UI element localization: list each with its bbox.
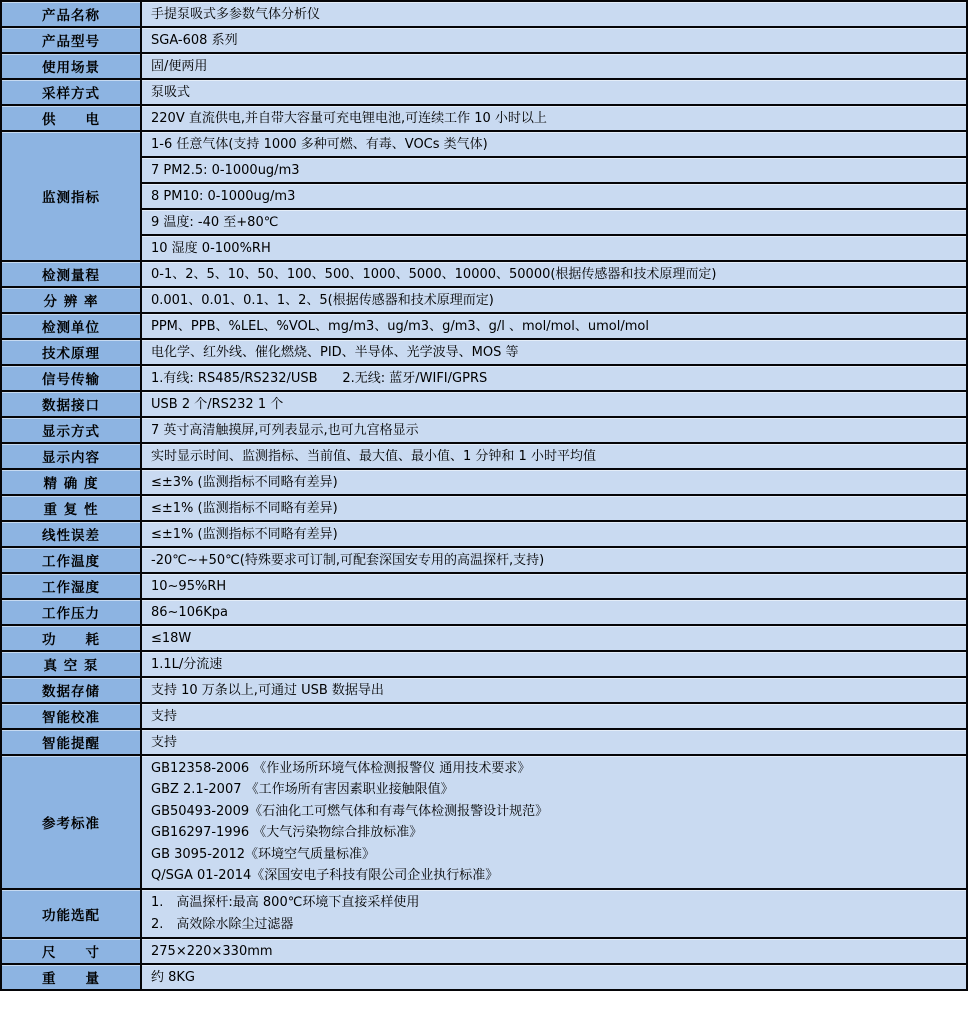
spec-label: 使用场景: [1, 53, 141, 79]
spec-row: [1, 131, 967, 157]
spec-label: 功 耗: [1, 625, 141, 651]
spec-label: 显示内容: [1, 443, 141, 469]
spec-label: 检测量程: [1, 261, 141, 287]
spec-value: 0-1、2、5、10、50、100、500、1000、5000、10000、50000(根据传感器和技术原理而定): [141, 261, 967, 287]
spec-row: [1, 469, 967, 495]
spec-value: PPM、PPB、%LEL、%VOL、mg/m3、ug/m3、g/m3、g/l 、mol/mol、umol/mol: [141, 313, 967, 339]
spec-row: [1, 889, 967, 938]
spec-label: 功能选配: [1, 889, 141, 938]
spec-value-line: GBZ 2.1-2007 《工作场所有害因素职业接触限值》: [151, 782, 454, 798]
spec-label: 产品型号: [1, 27, 141, 53]
spec-value: 220V 直流供电,并自带大容量可充电锂电池,可连续工作 10 小时以上: [141, 105, 967, 131]
spec-row: [1, 625, 967, 651]
spec-row: [1, 235, 967, 261]
spec-value: [141, 755, 967, 889]
spec-row: [1, 339, 967, 365]
spec-value: SGA-608 系列: [141, 27, 967, 53]
spec-value-line: GB 3095-2012《环境空气质量标准》: [151, 846, 375, 862]
spec-value: 电化学、红外线、催化燃烧、PID、半导体、光学波导、MOS 等: [141, 339, 967, 365]
spec-row: [1, 677, 967, 703]
spec-row: [1, 27, 967, 53]
spec-value: 10~95%RH: [141, 573, 967, 599]
spec-label: 重 复 性: [1, 495, 141, 521]
spec-row: [1, 53, 967, 79]
spec-row: [1, 157, 967, 183]
spec-row: [1, 417, 967, 443]
spec-row: [1, 313, 967, 339]
spec-label: 重 量: [1, 964, 141, 990]
spec-row: [1, 105, 967, 131]
spec-value: -20℃~+50℃(特殊要求可订制,可配套深国安专用的高温探杆,支持): [141, 547, 967, 573]
spec-value-line: 2. 高效除水除尘过滤器: [151, 916, 294, 932]
spec-row: [1, 183, 967, 209]
spec-value: ≤18W: [141, 625, 967, 651]
spec-label: 工作压力: [1, 599, 141, 625]
spec-label: 供 电: [1, 105, 141, 131]
spec-row: [1, 755, 967, 889]
spec-label: 检测单位: [1, 313, 141, 339]
spec-value: ≤±1% (监测指标不同略有差异): [141, 495, 967, 521]
spec-value: 7 英寸高清触摸屏,可列表显示,也可九宫格显示: [141, 417, 967, 443]
spec-label: 线性误差: [1, 521, 141, 547]
spec-row: [1, 391, 967, 417]
spec-row: [1, 443, 967, 469]
spec-value: 1-6 任意气体(支持 1000 多种可燃、有毒、VOCs 类气体): [141, 131, 967, 157]
spec-value: 手提泵吸式多参数气体分析仪: [141, 1, 967, 27]
spec-label: 智能校准: [1, 703, 141, 729]
spec-value: 支持 10 万条以上,可通过 USB 数据导出: [141, 677, 967, 703]
spec-value: 泵吸式: [141, 79, 967, 105]
spec-label: 真 空 泵: [1, 651, 141, 677]
spec-value: 固/便两用: [141, 53, 967, 79]
spec-row: [1, 209, 967, 235]
spec-label: 参考标准: [1, 755, 141, 889]
spec-value: USB 2 个/RS232 1 个: [141, 391, 967, 417]
spec-row: [1, 651, 967, 677]
spec-row: [1, 938, 967, 964]
spec-label: 信号传输: [1, 365, 141, 391]
spec-value: 1.有线: RS485/RS232/USB 2.无线: 蓝牙/WIFI/GPRS: [141, 365, 967, 391]
spec-value: [141, 889, 967, 938]
spec-label: 数据存储: [1, 677, 141, 703]
spec-value: 0.001、0.01、0.1、1、2、5(根据传感器和技术原理而定): [141, 287, 967, 313]
spec-value: ≤±3% (监测指标不同略有差异): [141, 469, 967, 495]
spec-value-line: GB12358-2006 《作业场所环境气体检测报警仪 通用技术要求》: [151, 761, 531, 776]
spec-row: [1, 964, 967, 990]
spec-row: [1, 521, 967, 547]
spec-row: [1, 729, 967, 755]
spec-label: 分 辨 率: [1, 287, 141, 313]
spec-label: 精 确 度: [1, 469, 141, 495]
spec-row: [1, 287, 967, 313]
spec-value: 7 PM2.5: 0-1000ug/m3: [141, 157, 967, 183]
spec-value-line: 1. 高温探杆:最高 800℃环境下直接采样使用: [151, 895, 420, 911]
spec-row: [1, 573, 967, 599]
spec-value: 实时显示时间、监测指标、当前值、最大值、最小值、1 分钟和 1 小时平均值: [141, 443, 967, 469]
spec-value-line: GB50493-2009《石油化工可燃气体和有毒气体检测报警设计规范》: [151, 803, 549, 819]
spec-row: [1, 261, 967, 287]
spec-value: 约 8KG: [141, 964, 967, 990]
spec-value: 支持: [141, 703, 967, 729]
spec-value-line: GB16297-1996 《大气污染物综合排放标准》: [151, 825, 423, 841]
spec-value: 1.1L/分流速: [141, 651, 967, 677]
spec-row: [1, 79, 967, 105]
spec-value: 86~106Kpa: [141, 599, 967, 625]
spec-row: [1, 495, 967, 521]
spec-row: [1, 365, 967, 391]
spec-label: 尺 寸: [1, 938, 141, 964]
spec-label: 数据接口: [1, 391, 141, 417]
spec-row: [1, 703, 967, 729]
spec-label: 智能提醒: [1, 729, 141, 755]
spec-row: [1, 599, 967, 625]
spec-label: 显示方式: [1, 417, 141, 443]
spec-label: 采样方式: [1, 79, 141, 105]
spec-row: [1, 547, 967, 573]
spec-value: 支持: [141, 729, 967, 755]
spec-label: 监测指标: [1, 131, 141, 261]
spec-label: 产品名称: [1, 1, 141, 27]
spec-value: 8 PM10: 0-1000ug/m3: [141, 183, 967, 209]
spec-label: 工作湿度: [1, 573, 141, 599]
spec-value: 275×220×330mm: [141, 938, 967, 964]
spec-value: 10 湿度 0-100%RH: [141, 235, 967, 261]
spec-value: 9 温度: -40 至+80℃: [141, 209, 967, 235]
spec-value: ≤±1% (监测指标不同略有差异): [141, 521, 967, 547]
spec-label: 技术原理: [1, 339, 141, 365]
product-spec-table-body: [1, 1, 967, 990]
spec-label: 工作温度: [1, 547, 141, 573]
spec-row: [1, 1, 967, 27]
spec-value-line: Q/SGA 01-2014《深国安电子科技有限公司企业执行标准》: [151, 868, 499, 884]
